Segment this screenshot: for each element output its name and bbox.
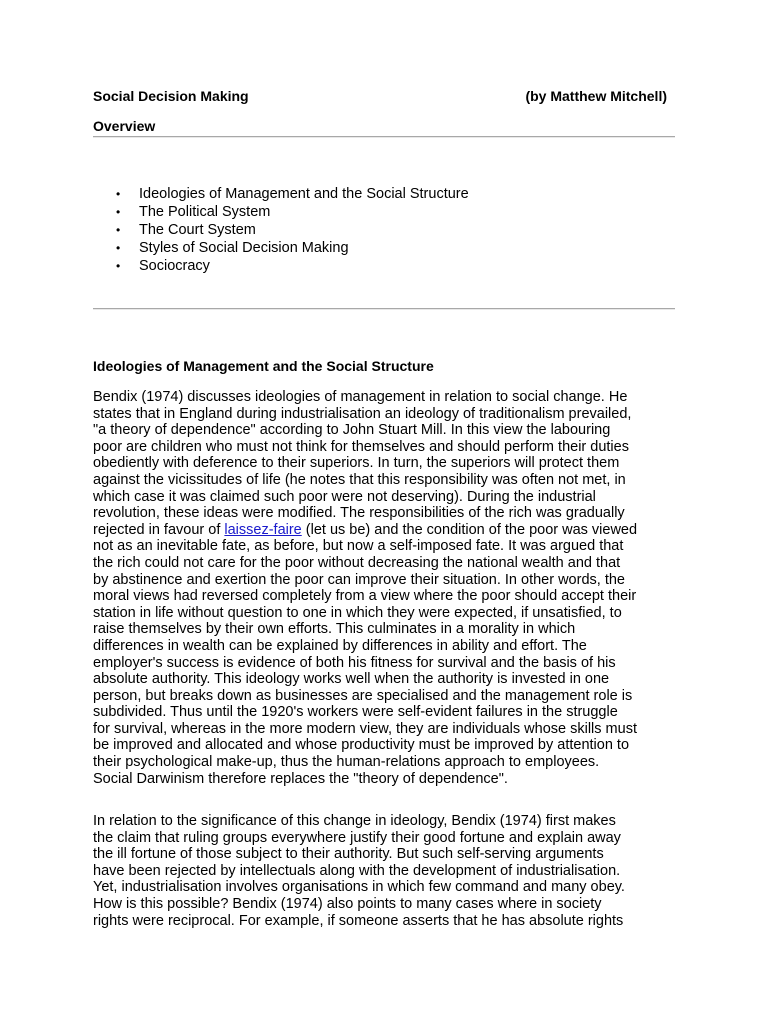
text-line: be improved and allocated and whose productivity must be improved by attention to — [93, 737, 630, 754]
bullet-icon: • — [116, 223, 121, 237]
overview-item-label: The Court System — [139, 222, 256, 238]
text-line: which case it was claimed such poor were not deserving). During the industrial — [93, 488, 596, 505]
document-author: (by Matthew Mitchell) — [525, 88, 667, 104]
overview-item-label: Ideologies of Management and the Social Structure — [139, 186, 469, 202]
text-line: for survival, whereas in the more modern view, they are individuals whose skills must — [93, 720, 637, 737]
text-line: moral views had reversed completely from a view where the poor should accept their — [93, 588, 637, 605]
laissez-faire-link[interactable]: laissez-faire — [224, 521, 302, 538]
bullet-icon: • — [116, 259, 121, 273]
overview-item-label: Sociocracy — [139, 258, 210, 274]
text-line: differences in wealth can be explained by differences in ability and effort. The — [93, 637, 587, 654]
text-fragment: rejected in favour of — [93, 521, 225, 538]
text-line: the claim that ruling groups everywhere justify their good fortune and explain away — [93, 829, 621, 846]
text-line-with-link — [93, 522, 683, 539]
text-line: absolute authority. This ideology works well when the authority is invested in one — [93, 671, 610, 688]
text-line: "a theory of dependence" according to John Stuart Mill. In this view the labouring — [93, 422, 611, 439]
text-line: In relation to the significance of this change in ideology, Bendix (1974) first makes — [93, 813, 616, 829]
text-line: against the vicissitudes of life (he notes that this responsibility was often not met, in — [93, 471, 626, 488]
document-title: Social Decision Making — [93, 88, 249, 104]
text-line: raise themselves by their own efforts. This culminates in a morality in which — [93, 621, 576, 638]
text-fragment: (let us be) and the condition of the poor was viewed — [301, 521, 638, 538]
overview-list-item — [93, 239, 469, 257]
text-line: have been rejected by intellectuals along with the development of industrialisation. — [93, 862, 621, 879]
text-line: Yet, industrialisation involves organisations in which few command and many obey. — [93, 879, 625, 896]
bullet-icon: • — [116, 205, 121, 219]
overview-list-item — [93, 185, 469, 203]
bullet-icon: • — [116, 241, 121, 255]
text-line: Bendix (1974) discusses ideologies of management in relation to social change. He — [93, 389, 628, 405]
document-title-row — [93, 88, 675, 108]
overview-item-label: The Political System — [139, 204, 271, 220]
text-line: states that in England during industrialisation an ideology of traditionalism prevailed, — [93, 405, 632, 422]
overview-item-label: Styles of Social Decision Making — [139, 240, 349, 256]
overview-list-item — [93, 221, 469, 239]
text-line: station in life without question to one in which they were expected, if unsatisfied, to — [93, 604, 622, 621]
body-paragraph — [93, 389, 683, 787]
text-line: not as an inevitable fate, as before, but now a self-imposed fate. It was argued that — [93, 538, 624, 555]
body-paragraph — [93, 813, 683, 929]
text-line: by abstinence and exertion the poor can improve their situation. In other words, the — [93, 571, 625, 588]
overview-heading: Overview — [93, 118, 156, 134]
text-line: How is this possible? Bendix (1974) also points to many cases where in society — [93, 895, 602, 912]
text-line: subdivided. Thus until the 1920's workers were self-evident failures in the struggle — [93, 704, 618, 721]
text-line: obediently with deference to their superiors. In turn, the superiors will protect them — [93, 455, 620, 472]
text-line: Social Darwinism therefore replaces the "theory of dependence". — [93, 770, 508, 787]
overview-list-item — [93, 257, 469, 275]
text-line: rights were reciprocal. For example, if someone asserts that he has absolute rights — [93, 912, 624, 929]
text-line: the rich could not care for the poor without decreasing the national wealth and that — [93, 554, 621, 571]
section-heading: Ideologies of Management and the Social Structure — [93, 358, 434, 374]
overview-list-item — [93, 203, 469, 221]
text-line: person, but breaks down as businesses are specialised and the management role is — [93, 687, 633, 704]
bullet-icon: • — [116, 187, 121, 201]
horizontal-rule — [93, 136, 675, 138]
text-line: employer's success is evidence of both his fitness for survival and the basis of his — [93, 654, 616, 671]
text-line: poor are children who must not think for themselves and should perform their duties — [93, 438, 629, 455]
horizontal-rule — [93, 308, 675, 310]
text-line: their psychological make-up, thus the human-relations approach to employees. — [93, 754, 600, 771]
text-line: revolution, these ideas were modified. The responsibilities of the rich was gradually — [93, 505, 625, 522]
overview-list — [93, 185, 469, 275]
text-line: the ill fortune of those subject to their authority. But such self-serving arguments — [93, 846, 604, 863]
